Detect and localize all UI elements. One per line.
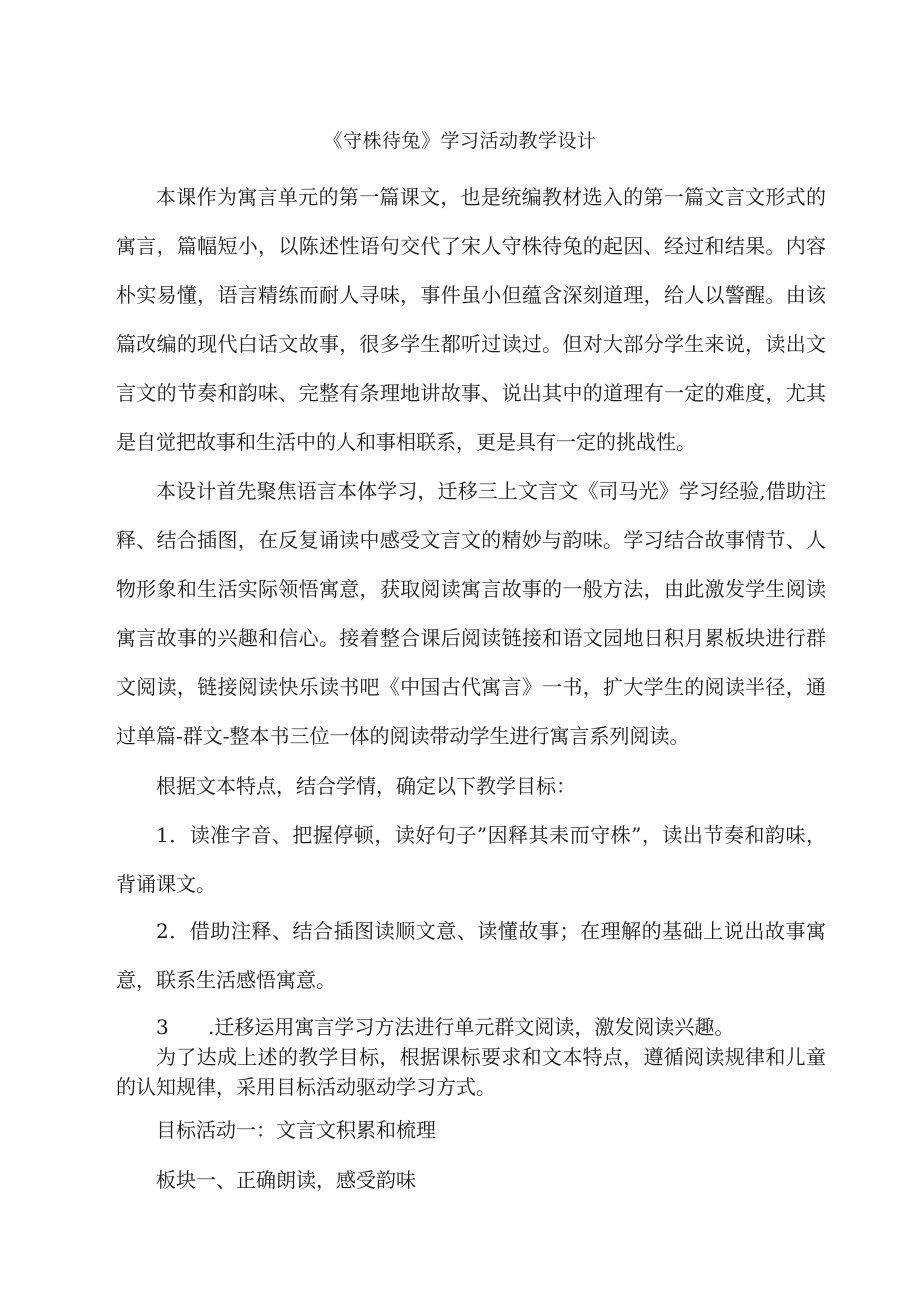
paragraph-design: 本设计首先聚焦语言本体学习，迁移三上文言文《司马光》学习经验,借助注释、结合插图，在反复诵读中感受文言文的精妙与韵味。学习结合故事情节、人物形象和生活实际领悟寓意，获取阅读寓言故事的一般方法，由此激发学生阅读寓言故事的兴趣和信心。接着整合课后阅读链接和语文园地日积月累板块进行群文阅读，链接阅读快乐读书吧《中国古代寓言》一书，扩大学生的阅读半径，通过单篇-群文-整本书三位一体的阅读带动学生进行寓言系列阅读。 bbox=[116, 479, 826, 748]
paragraph-intro: 本课作为寓言单元的第一篇课文，也是统编教材选入的第一篇文言文形式的寓言，篇幅短小，以陈述性语句交代了宋人守株待兔的起因、经过和结果。内容朴实易懂，语言精练而耐人寻味，事件虽小但蕴含深刻道理，给人以警醒。由该篇改编的现代白话文故事，很多学生都听过读过。但对大部分学生来说，读出文言文的节奏和韵味、完整有条理地讲故事、说出其中的道理有一定的难度，尤其是自觉把故事和生活中的人和事相联系，更是具有一定的挑战性。 bbox=[116, 185, 826, 454]
activity-heading: 目标活动一：文言文积累和梳理 bbox=[156, 1118, 436, 1142]
paragraph-method: 为了达成上述的教学目标，根据课标要求和文本特点，遵循阅读规律和儿童的认知规律，采用目标活动驱动学习方式。 bbox=[116, 1045, 826, 1099]
block-heading: 板块一、正确朗读，感受韵味 bbox=[156, 1168, 416, 1192]
goal-item-3-number: 3 bbox=[156, 1015, 169, 1039]
goal-item-1: 1．读准字音、把握停顿，读好句子”因释其耒而守株”，读出节奏和韵味，背诵课文。 bbox=[116, 823, 826, 896]
document-title: 《守株待兔》学习活动教学设计 bbox=[323, 130, 597, 152]
goal-item-2: 2．借助注释、结合插图读顺文意、读懂故事；在理解的基础上说出故事寓意，联系生活感悟寓意。 bbox=[116, 919, 826, 992]
paragraph-goals-intro: 根据文本特点，结合学情，确定以下教学目标： bbox=[156, 774, 576, 798]
goal-item-3-text: .迁移运用寓言学习方法进行单元群文阅读，激发阅读兴趣。 bbox=[208, 1015, 735, 1039]
